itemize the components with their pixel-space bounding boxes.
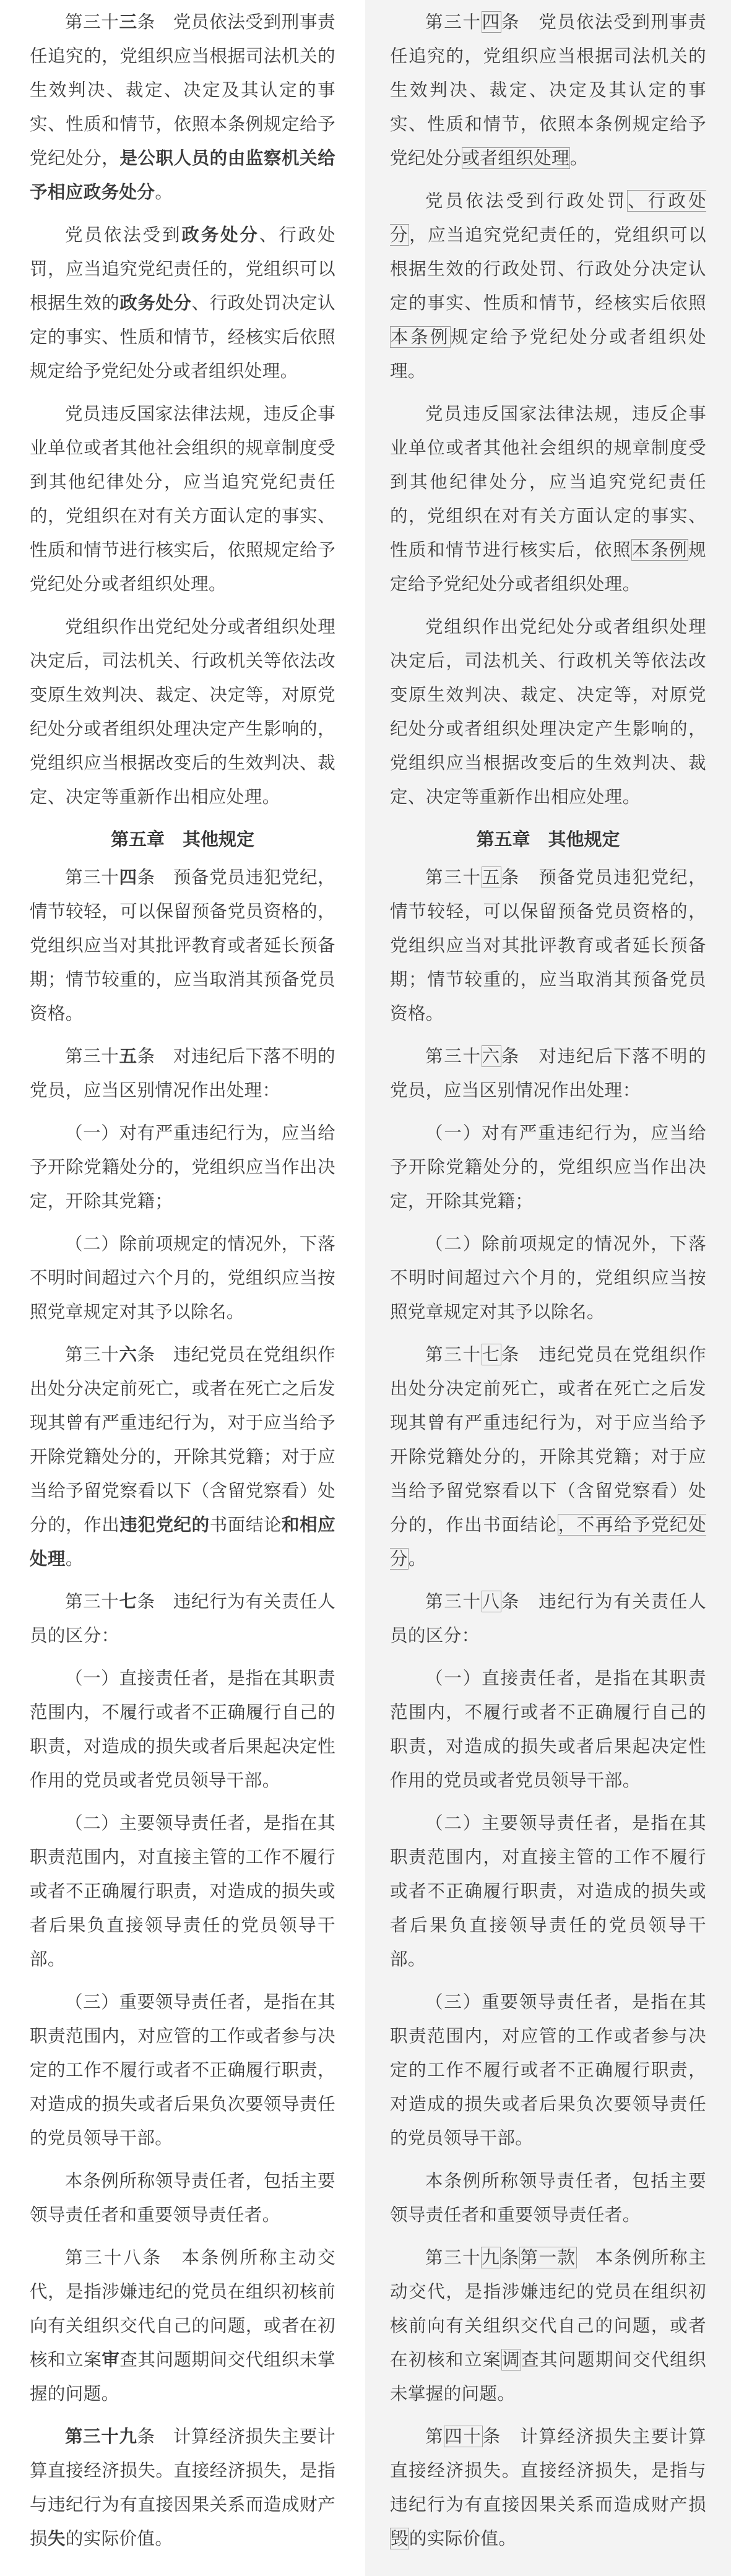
text-segment: 第五章 其他规定 xyxy=(476,829,620,850)
right-column-original-text xyxy=(365,0,731,2576)
left-paragraph xyxy=(30,860,335,1031)
text-segment: （三）重要领导责任者，是指在其职责范围内，对应管的工作或者参与决定的工作不履行或者不正确履行职责，对造成的损失或者后果负次要领导责任的党员领导干部。 xyxy=(30,1992,335,2148)
right-paragraph xyxy=(390,397,706,601)
text-segment: 第三十 xyxy=(65,1344,119,1365)
text-segment: 查其问题期间交代组织未掌握的问题。 xyxy=(390,2349,706,2404)
left-paragraph xyxy=(30,1227,335,1329)
boxed-text: 调 xyxy=(502,2349,521,2370)
text-segment: （一）对有严重违纪行为，应当给予开除党籍处分的，党组织应当作出决定，开除其党籍； xyxy=(30,1123,335,1211)
text-segment: 条 计算经济损失主要计算直接经济损失。直接经济损失，是指与违纪行为有直接因果关系而造成财产损 xyxy=(390,2426,706,2515)
text-segment: （二）主要领导责任者，是指在其职责范围内，对直接主管的工作不履行或者不正确履行职责，对造成的损失或者后果负直接领导责任的党员领导干部。 xyxy=(30,1813,335,1969)
bold-text: 违犯党纪的 xyxy=(119,1515,210,1535)
text-segment: 党员依法受到行政处罚 xyxy=(425,191,628,211)
right-paragraph xyxy=(390,2241,706,2411)
right-paragraph xyxy=(390,1338,706,1576)
bold-text: 第三十九 xyxy=(65,2426,137,2447)
left-paragraph xyxy=(30,1584,335,1653)
text-segment: ，应当追究党纪责任的，党组织可以根据生效的行政处罚、行政处分决定认定的事实、性质和情节，经核实后依照 xyxy=(390,225,706,313)
text-segment: 第三十八条 本条例所称主动交代，是指涉嫌违纪的党员在组织初核前向有关组织交代自己的问题，或者在初核和立案 xyxy=(30,2247,335,2370)
text-segment: 条 计算经济损失主要计算直接经济损失。直接经济损失，是指与违纪行为有直接因果关系而造成财产损 xyxy=(30,2426,335,2549)
right-paragraph xyxy=(390,1985,706,2155)
text-segment: 第三十 xyxy=(425,2247,482,2268)
boxed-text: 九 xyxy=(482,2247,501,2268)
right-paragraph xyxy=(390,1584,706,1653)
text-segment: 查其问题期间交代组织未掌握的问题。 xyxy=(30,2349,335,2404)
text-segment: 的实际价值。 xyxy=(65,2528,173,2549)
boxed-text: 五 xyxy=(482,867,501,888)
bold-text: 七 xyxy=(119,1591,137,1612)
boxed-text: ，不再给予党纪处分 xyxy=(390,1515,707,1569)
bold-text: 和相应处理 xyxy=(30,1515,335,1569)
text-segment: 党员违反国家法律法规，违反企事业单位或者其他社会组织的规章制度受到其他纪律处分，应当追究党纪责任的，党组织在对有关方面认定的事实、性质和情节进行核实后，依照 xyxy=(390,404,706,560)
text-segment: （二）主要领导责任者，是指在其职责范围内，对直接主管的工作不履行或者不正确履行职责，对造成的损失或者后果负直接领导责任的党员领导干部。 xyxy=(390,1813,706,1969)
right-paragraph xyxy=(390,860,706,1031)
text-segment: 本条例所称主动交代，是指涉嫌违纪的党员在组织初核前向有关组织交代自己的问题，或者在初核和立案 xyxy=(390,2247,706,2370)
text-segment: 条 违纪党员在党组织作出处分决定前死亡，或者在死亡之后发现其曾有严重违纪行为，对于应当给予开除党籍处分的，开除其党籍；对于应当给予留党察看以下（含留党察看）处分的，作出 xyxy=(30,1344,335,1535)
bold-text: 四 xyxy=(119,867,137,888)
right-paragraph xyxy=(390,5,706,175)
text-segment: 、行政处罚，应当追究党纪责任的，党组织可以根据生效的 xyxy=(30,225,335,313)
left-paragraph xyxy=(30,2164,335,2232)
bold-text: 政务处分 xyxy=(119,293,192,313)
bold-text: 审 xyxy=(102,2349,120,2370)
text-segment: 条 违纪行为有关责任人员的区分： xyxy=(390,1591,707,1646)
boxed-text: 或者组织处理 xyxy=(462,148,570,168)
left-paragraph xyxy=(30,1116,335,1218)
right-paragraph xyxy=(390,1039,706,1107)
boxed-text: 毁 xyxy=(391,2528,409,2549)
text-segment: 规定给予党纪处分或者组织处理。 xyxy=(390,540,707,594)
boxed-text: 六 xyxy=(482,1046,501,1066)
text-segment: 。 xyxy=(155,182,173,202)
boxed-text: 本条例 xyxy=(391,327,451,347)
bold-text: 失 xyxy=(47,2528,66,2549)
boxed-text: 、行政处分 xyxy=(390,191,706,245)
text-segment: 书面结论 xyxy=(209,1515,282,1535)
right-paragraph xyxy=(390,2419,706,2556)
text-segment: 第三十 xyxy=(65,12,119,32)
text-segment: 本条例所称领导责任者，包括主要领导责任者和重要领导责任者。 xyxy=(390,2171,706,2225)
text-segment: 本条例所称领导责任者，包括主要领导责任者和重要领导责任者。 xyxy=(30,2171,335,2225)
left-paragraph xyxy=(30,1661,335,1797)
boxed-text: 四十 xyxy=(444,2426,482,2447)
text-segment: （一）对有严重违纪行为，应当给予开除党籍处分的，党组织应当作出决定，开除其党籍； xyxy=(390,1123,706,1211)
text-segment: （三）重要领导责任者，是指在其职责范围内，对应管的工作或者参与决定的工作不履行或者不正确履行职责，对造成的损失或者后果负次要领导责任的党员领导干部。 xyxy=(390,1992,706,2148)
text-segment: 第三十 xyxy=(65,1591,119,1612)
text-segment: 第三十 xyxy=(425,1591,482,1612)
bold-text: 五 xyxy=(119,1046,137,1066)
boxed-text: 八 xyxy=(482,1591,501,1612)
left-paragraph xyxy=(30,218,335,388)
boxed-text: 第一款 xyxy=(520,2247,576,2268)
left-paragraph xyxy=(30,610,335,814)
bold-text: 六 xyxy=(119,1344,137,1365)
boxed-text: 本条例 xyxy=(632,540,688,560)
bold-text: 是公职人员的由监察机关给予相应政务处分 xyxy=(30,148,335,202)
text-segment: 第三十 xyxy=(425,1344,482,1365)
left-chapter-heading xyxy=(30,823,335,857)
text-segment: 第五章 其他规定 xyxy=(110,829,254,850)
right-paragraph xyxy=(390,184,706,388)
text-segment: 第三十 xyxy=(65,1046,119,1066)
right-paragraph xyxy=(390,2164,706,2232)
text-segment: 条 xyxy=(501,2247,520,2268)
text-segment: 条 预备党员违犯党纪，情节较轻，可以保留预备党员资格的，党组织应当对其批评教育或者延长预备期；情节较重的，应当取消其预备党员资格。 xyxy=(30,867,335,1024)
bold-text: 政务处分 xyxy=(181,225,259,245)
right-paragraph xyxy=(390,1116,706,1218)
text-segment: 。 xyxy=(408,1549,426,1569)
text-segment: 条 党员依法受到刑事责任追究的，党组织应当根据司法机关的生效判决、裁定、决定及其认定的事实、性质和情节，依照本条例规定给予党纪处分， xyxy=(30,12,335,168)
text-segment: 党组织作出党纪处分或者组织处理决定后，司法机关、行政机关等依法改变原生效判决、裁定、决定等，对原党纪处分或者组织处理决定产生影响的，党组织应当根据改变后的生效判决、裁定、决定等重新作出相应处理。 xyxy=(30,616,335,807)
left-column-revised-text xyxy=(0,0,365,2576)
text-segment: （二）除前项规定的情况外，下落不明时间超过六个月的，党组织应当按照党章规定对其予以除名。 xyxy=(30,1234,335,1322)
boxed-text: 四 xyxy=(482,12,501,32)
text-segment: 。 xyxy=(65,1549,84,1569)
text-segment: 第三十 xyxy=(425,1046,482,1066)
text-segment: 党员依法受到 xyxy=(65,225,182,245)
text-segment: 条 违纪行为有关责任人员的区分： xyxy=(30,1591,335,1646)
text-segment: 条 对违纪后下落不明的党员，应当区别情况作出处理： xyxy=(390,1046,707,1100)
right-paragraph xyxy=(390,1661,706,1797)
text-segment: 的实际价值。 xyxy=(409,2528,517,2549)
text-segment: 第三十 xyxy=(425,12,482,32)
text-segment: 规定给予党纪处分或者组织处理。 xyxy=(390,327,707,381)
text-segment: 第三十 xyxy=(65,867,119,888)
left-paragraph xyxy=(30,1039,335,1107)
text-segment: 、行政处罚决定认定的事实、性质和情节，经核实后依照规定给予党纪处分或者组织处理。 xyxy=(30,293,335,381)
boxed-text: 七 xyxy=(482,1344,501,1365)
text-segment: 第 xyxy=(425,2426,444,2447)
text-segment: 党员违反国家法律法规，违反企事业单位或者其他社会组织的规章制度受到其他纪律处分，应当追究党纪责任的，党组织在对有关方面认定的事实、性质和情节进行核实后，依照规定给予党纪处分或者组织处理。 xyxy=(30,404,335,594)
right-paragraph xyxy=(390,1806,706,1976)
right-paragraph xyxy=(390,610,706,814)
text-segment: （一）直接责任者，是指在其职责范围内，不履行或者不正确履行自己的职责，对造成的损失或者后果起决定性作用的党员或者党员领导干部。 xyxy=(30,1668,335,1791)
right-chapter-heading xyxy=(390,823,706,857)
bold-text: 三 xyxy=(119,12,137,32)
left-paragraph xyxy=(30,397,335,601)
left-paragraph xyxy=(30,1806,335,1976)
left-paragraph xyxy=(30,1338,335,1576)
text-segment: 。 xyxy=(570,148,588,168)
text-segment: 条 预备党员违犯党纪，情节较轻，可以保留预备党员资格的，党组织应当对其批评教育或者延长预备期；情节较重的，应当取消其预备党员资格。 xyxy=(390,867,707,1024)
left-paragraph xyxy=(30,2241,335,2411)
text-segment: （一）直接责任者，是指在其职责范围内，不履行或者不正确履行自己的职责，对造成的损失或者后果起决定性作用的党员或者党员领导干部。 xyxy=(390,1668,706,1791)
left-paragraph xyxy=(30,1985,335,2155)
left-paragraph xyxy=(30,5,335,209)
right-paragraph xyxy=(390,1227,706,1329)
text-segment: 第三十 xyxy=(425,867,482,888)
text-segment: 党组织作出党纪处分或者组织处理决定后，司法机关、行政机关等依法改变原生效判决、裁定、决定等，对原党纪处分或者组织处理决定产生影响的，党组织应当根据改变后的生效判决、裁定、决定等重新作出相应处理。 xyxy=(390,616,706,807)
text-segment: （二）除前项规定的情况外，下落不明时间超过六个月的，党组织应当按照党章规定对其予以除名。 xyxy=(390,1234,706,1322)
text-segment: 条 党员依法受到刑事责任追究的，党组织应当根据司法机关的生效判决、裁定、决定及其认定的事实、性质和情节，依照本条例规定给予党纪处分 xyxy=(390,12,707,168)
text-segment: 条 违纪党员在党组织作出处分决定前死亡，或者在死亡之后发现其曾有严重违纪行为，对于应当给予开除党籍处分的，开除其党籍；对于应当给予留党察看以下（含留党察看）处分的，作出书面结论 xyxy=(390,1344,707,1535)
text-segment: 条 对违纪后下落不明的党员，应当区别情况作出处理： xyxy=(30,1046,335,1100)
left-paragraph xyxy=(30,2419,335,2556)
